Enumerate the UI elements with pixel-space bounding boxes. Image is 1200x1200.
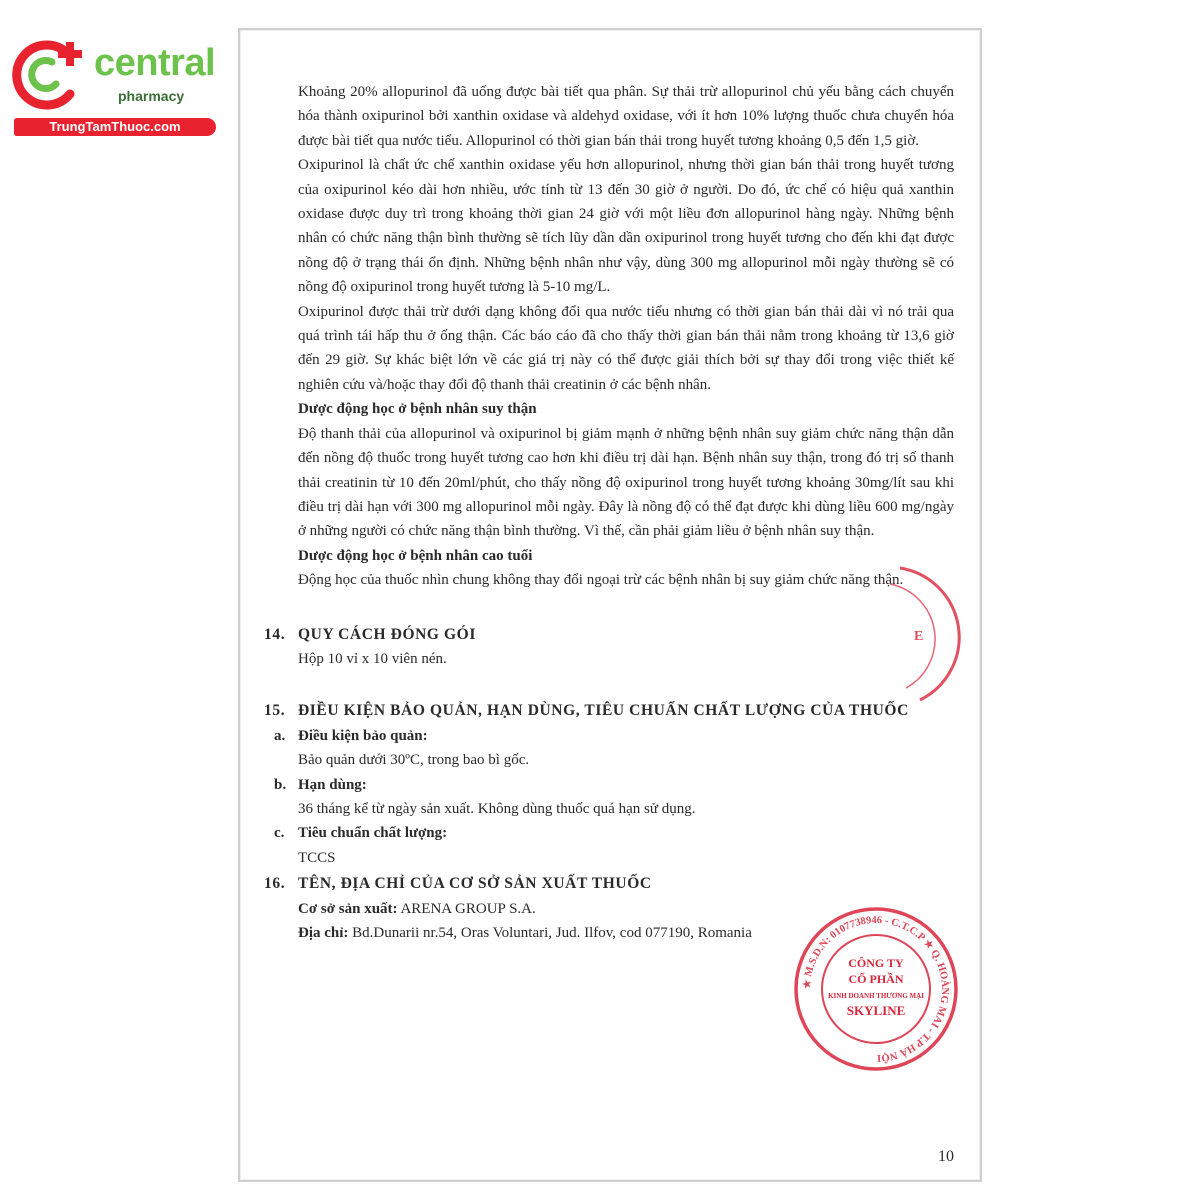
- paragraph-elderly: Động học của thuốc nhìn chung không thay đổi ngoại trừ các bệnh nhân bị suy giảm chức năng thận.: [298, 572, 904, 589]
- section-15-number: 15.: [264, 702, 286, 720]
- paragraph-oxipurinol: Oxipurinol là chất ức chế xanthin oxidase yếu hơn allopurinol, nhưng thời gian bán thải trong huyết tương của oxipurinol kéo dài hơn nhiều, ước tính từ 13 đến 30 giờ ở người. Do đó, ức chế có hiệu quả xanthin oxidase được duy trì trong khoảng thời gian 24 giờ với một liều đơn allopurinol hàng ngày. Những bệnh nhân có chức năng thận bình thường sẽ tích lũy dần dần oxipurinol trong huyết tương cho đến khi đạt được nồng độ ở trạng thái ổn định. Những bệnh nhân như vậy, dùng 300 mg allopurinol mỗi ngày thường sẽ có nồng độ oxipurinol trong huyết tương là 5-10 mg/L.: [298, 157, 954, 296]
- subsection-c: [274, 821, 954, 845]
- pharmacy-c-cross-icon: [8, 38, 88, 114]
- company-stamp: [792, 905, 960, 1073]
- subsection-c-letter: c.: [274, 825, 285, 842]
- stamp-ring-text: ★ M.S.D.N: 0107738946 - C.T.C.P ★ Q. HOÀNG MAI - T.P HÀ NỘI: [801, 914, 951, 1064]
- subsection-a-title: Điều kiện bảo quản:: [298, 727, 428, 744]
- section-14-number: 14.: [264, 625, 286, 643]
- partial-company-stamp: [880, 560, 970, 710]
- page-number: 10: [938, 1148, 954, 1165]
- subsection-b-text: 36 tháng kể từ ngày sản xuất. Không dùng thuốc quá hạn sử dụng.: [298, 800, 696, 817]
- central-pharmacy-logo: [8, 36, 218, 136]
- svg-text:E: E: [914, 629, 924, 644]
- logo-brand: central: [94, 42, 216, 84]
- subsection-a: [274, 724, 954, 748]
- paragraph-oxipurinol-excretion: Oxipurinol được thải trừ dưới dạng không đổi qua nước tiểu nhưng có thời gian bán thải dài vì nó trải qua quá trình tái hấp thu ở ống thận. Các báo cáo đã cho thấy thời gian bán thải nằm trong khoảng từ 13,6 giờ đến 29 giờ. Sự khác biệt lớn về các giá trị này có thể được giải thích bởi sự thay đổi trong việc thiết kế nghiên cứu và/hoặc thay đổi độ thanh thải creatinin ở các bệnh nhân.: [298, 303, 954, 393]
- section-15-title: ĐIỀU KIỆN BẢO QUẢN, HẠN DÙNG, TIÊU CHUẨN CHẤT LƯỢNG CỦA THUỐC: [298, 702, 909, 720]
- subsection-a-text: Bảo quản dưới 30ºC, trong bao bì gốc.: [298, 752, 530, 769]
- document-body: [264, 80, 954, 945]
- subsection-b: [274, 773, 954, 797]
- subsection-a-letter: a.: [274, 727, 286, 744]
- section-16-number: 16.: [264, 875, 286, 893]
- paragraph-elimination: Khoảng 20% allopurinol đã uống được bài tiết qua phân. Sự thải trừ allopurinol chủ yếu bằng cách chuyển hóa thành oxipurinol bởi xanthin oxidase và aldehyd oxidase, với ít hơn 10% lượng thuốc chưa chuyển hóa được bài tiết qua nước tiểu. Allopurinol có thời gian bán thải trong huyết tương khoảng 0,5 đến 1,5 giờ.: [298, 84, 954, 149]
- logo-site-banner: TrungTamThuoc.com: [14, 118, 216, 136]
- logo-sub: pharmacy: [118, 88, 185, 104]
- section-14-title: QUY CÁCH ĐÓNG GÓI: [298, 625, 476, 643]
- address-value: Bd.Dunarii nr.54, Oras Voluntari, Jud. Ilfov, cod 077190, Romania: [348, 925, 752, 941]
- manufacturer-value: ARENA GROUP S.A.: [397, 900, 536, 917]
- section-15-heading: [264, 699, 954, 723]
- section-14-text: Hộp 10 vỉ x 10 viên nén.: [298, 650, 447, 667]
- section-16-heading: [264, 872, 954, 896]
- stamp-line-4: SKYLINE: [846, 1003, 906, 1018]
- section-16-title: TÊN, ĐỊA CHỈ CỦA CƠ SỞ SẢN XUẤT THUỐC: [298, 875, 652, 893]
- address-label: Địa chỉ:: [298, 925, 349, 941]
- subsection-c-text: TCCS: [298, 849, 336, 866]
- stamp-line-3: KINH DOANH THƯƠNG MẠI: [828, 992, 924, 1000]
- subsection-b-letter: b.: [274, 776, 287, 793]
- stamp-line-2: CỔ PHẦN: [848, 972, 904, 986]
- subsection-b-title: Hạn dùng:: [298, 776, 367, 793]
- heading-elderly: Dược động học ở bệnh nhân cao tuổi: [298, 547, 533, 564]
- section-14-heading: [264, 623, 954, 647]
- stamp-line-1: CÔNG TY: [848, 956, 904, 970]
- paragraph-renal-impairment: Độ thanh thải của allopurinol và oxipurinol bị giảm mạnh ở những bệnh nhân suy giảm chức năng thận dẫn đến nồng độ thuốc trong huyết tương cao hơn khi điều trị dài hạn. Bệnh nhân suy thận, trong đó trị số thanh thải creatinin từ 10 đến 20ml/phút, cho thấy nồng độ oxipurinol trong huyết tương khoảng 30mg/lít sau khi điều trị dài hạn với 300 mg allopurinol mỗi ngày. Đây là nồng độ có thể đạt được khi dùng liều 600 mg/ngày ở những người có chức năng thận bình thường. Vì thế, cần phải giảm liều ở bệnh nhân suy thận.: [298, 425, 954, 540]
- subsection-c-title: Tiêu chuẩn chất lượng:: [298, 825, 448, 842]
- manufacturer-label: Cơ sở sản xuất:: [298, 900, 398, 917]
- heading-renal-impairment: Dược động học ở bệnh nhân suy thận: [298, 401, 537, 418]
